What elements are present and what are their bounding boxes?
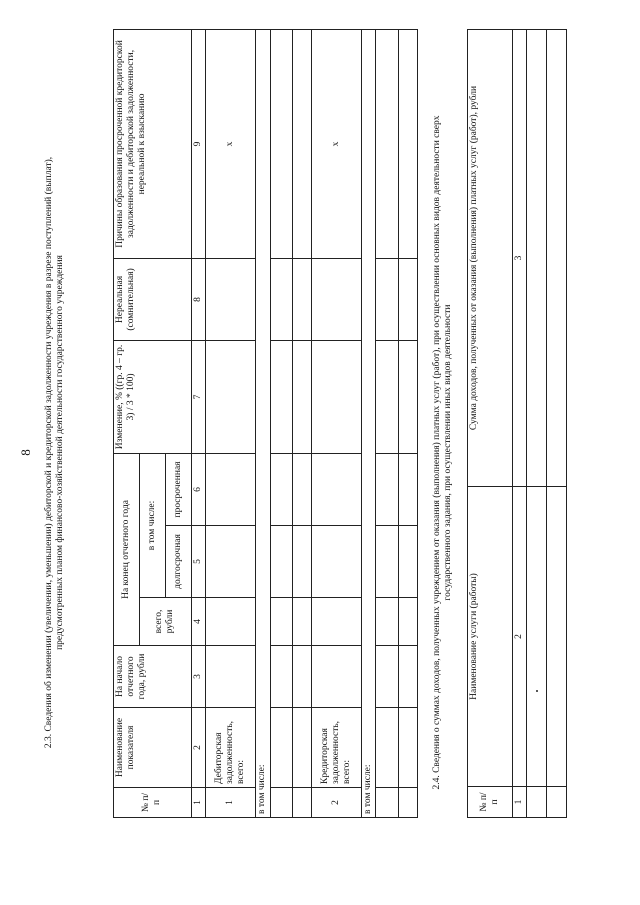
s24-header-service: Наименование услуги (работы) — [468, 487, 513, 787]
col-number: 7 — [191, 340, 206, 453]
row-debit-name: Дебиторская задолженность, всего: — [206, 708, 256, 788]
header-end-group: На конец отчетного года — [114, 453, 140, 645]
table-cell — [312, 453, 362, 525]
table-cell — [312, 646, 362, 708]
section-23-title — [44, 60, 66, 845]
col-number: 6 — [191, 453, 206, 525]
section-24-table — [467, 29, 567, 818]
s24-col-number: 1 — [513, 787, 527, 818]
s24-col-number: 2 — [513, 487, 527, 787]
section-23-title-line1: 2.3. Сведения об изменении (увеличении, уменьшении) дебиторской и кредиторской задолженности учреждения в разрезе поступлений (выплат), — [44, 156, 54, 749]
scan-dot — [536, 690, 538, 692]
col-number: 5 — [191, 526, 206, 598]
table-cell — [312, 258, 362, 340]
header-overdue: просроченная — [165, 453, 191, 525]
col-number: 1 — [191, 788, 206, 818]
row-credit-reason: x — [312, 29, 362, 258]
row-debit-num: 1 — [206, 788, 256, 818]
table-cell — [206, 340, 256, 453]
section-24-title-line1: 2.4. Сведения о суммах доходов, полученных учреждением от оказания (выполнения) платных услуг (работ), при осуществлении основных видов деятельности сверх — [432, 115, 442, 790]
page-number: 8 — [18, 449, 33, 456]
s24-col-number: 3 — [513, 30, 527, 487]
table-cell — [206, 453, 256, 525]
section-23-table — [113, 29, 418, 818]
col-number: 9 — [191, 29, 206, 258]
header-name: Наименование показателя — [114, 708, 192, 788]
row-debit-including: в том числе: — [256, 29, 271, 817]
section-24-title-line2: государственного задания, при осуществлении иных видов деятельности — [443, 304, 453, 601]
table-cell — [312, 598, 362, 646]
col-number: 2 — [191, 708, 206, 788]
s24-header-num: № п/п — [468, 787, 513, 818]
col-number: 4 — [191, 598, 206, 646]
row-credit-including: в том числе: — [361, 29, 376, 817]
table-cell — [206, 258, 256, 340]
row-credit-name: Кредиторская задолженность, всего: — [312, 708, 362, 788]
row-credit-num: 2 — [312, 788, 362, 818]
header-num: № п/п — [114, 788, 192, 818]
header-unreal: Нереальная (сомнительная) — [114, 258, 192, 340]
header-incl-group: в том числе: — [139, 453, 165, 597]
table-cell — [206, 526, 256, 598]
header-reasons: Причины образования просроченной кредиторской задолженности и дебиторской задолженности, нереальной к взысканию — [114, 29, 192, 258]
col-number: 3 — [191, 646, 206, 708]
table-cell — [312, 526, 362, 598]
table-cell — [206, 646, 256, 708]
section-24-title — [432, 60, 454, 845]
header-longterm: долгосрочная — [165, 526, 191, 598]
s24-header-income: Сумма доходов, полученных от оказания (выполнения) платных услуг (работ), рубли — [468, 30, 513, 487]
table-cell — [206, 598, 256, 646]
header-start: На начало отчетного года, рубли — [114, 646, 192, 708]
col-number: 8 — [191, 258, 206, 340]
row-debit-reason: x — [206, 29, 256, 258]
section-23-title-line2: предусмотренных планом финансово-хозяйственной деятельности государственного учреждения — [55, 255, 65, 650]
table-cell — [312, 340, 362, 453]
header-change: Изменение, % ((гр. 4 – гр. 3) / 3 * 100) — [114, 340, 192, 453]
header-total: всего, рубли — [139, 598, 191, 646]
